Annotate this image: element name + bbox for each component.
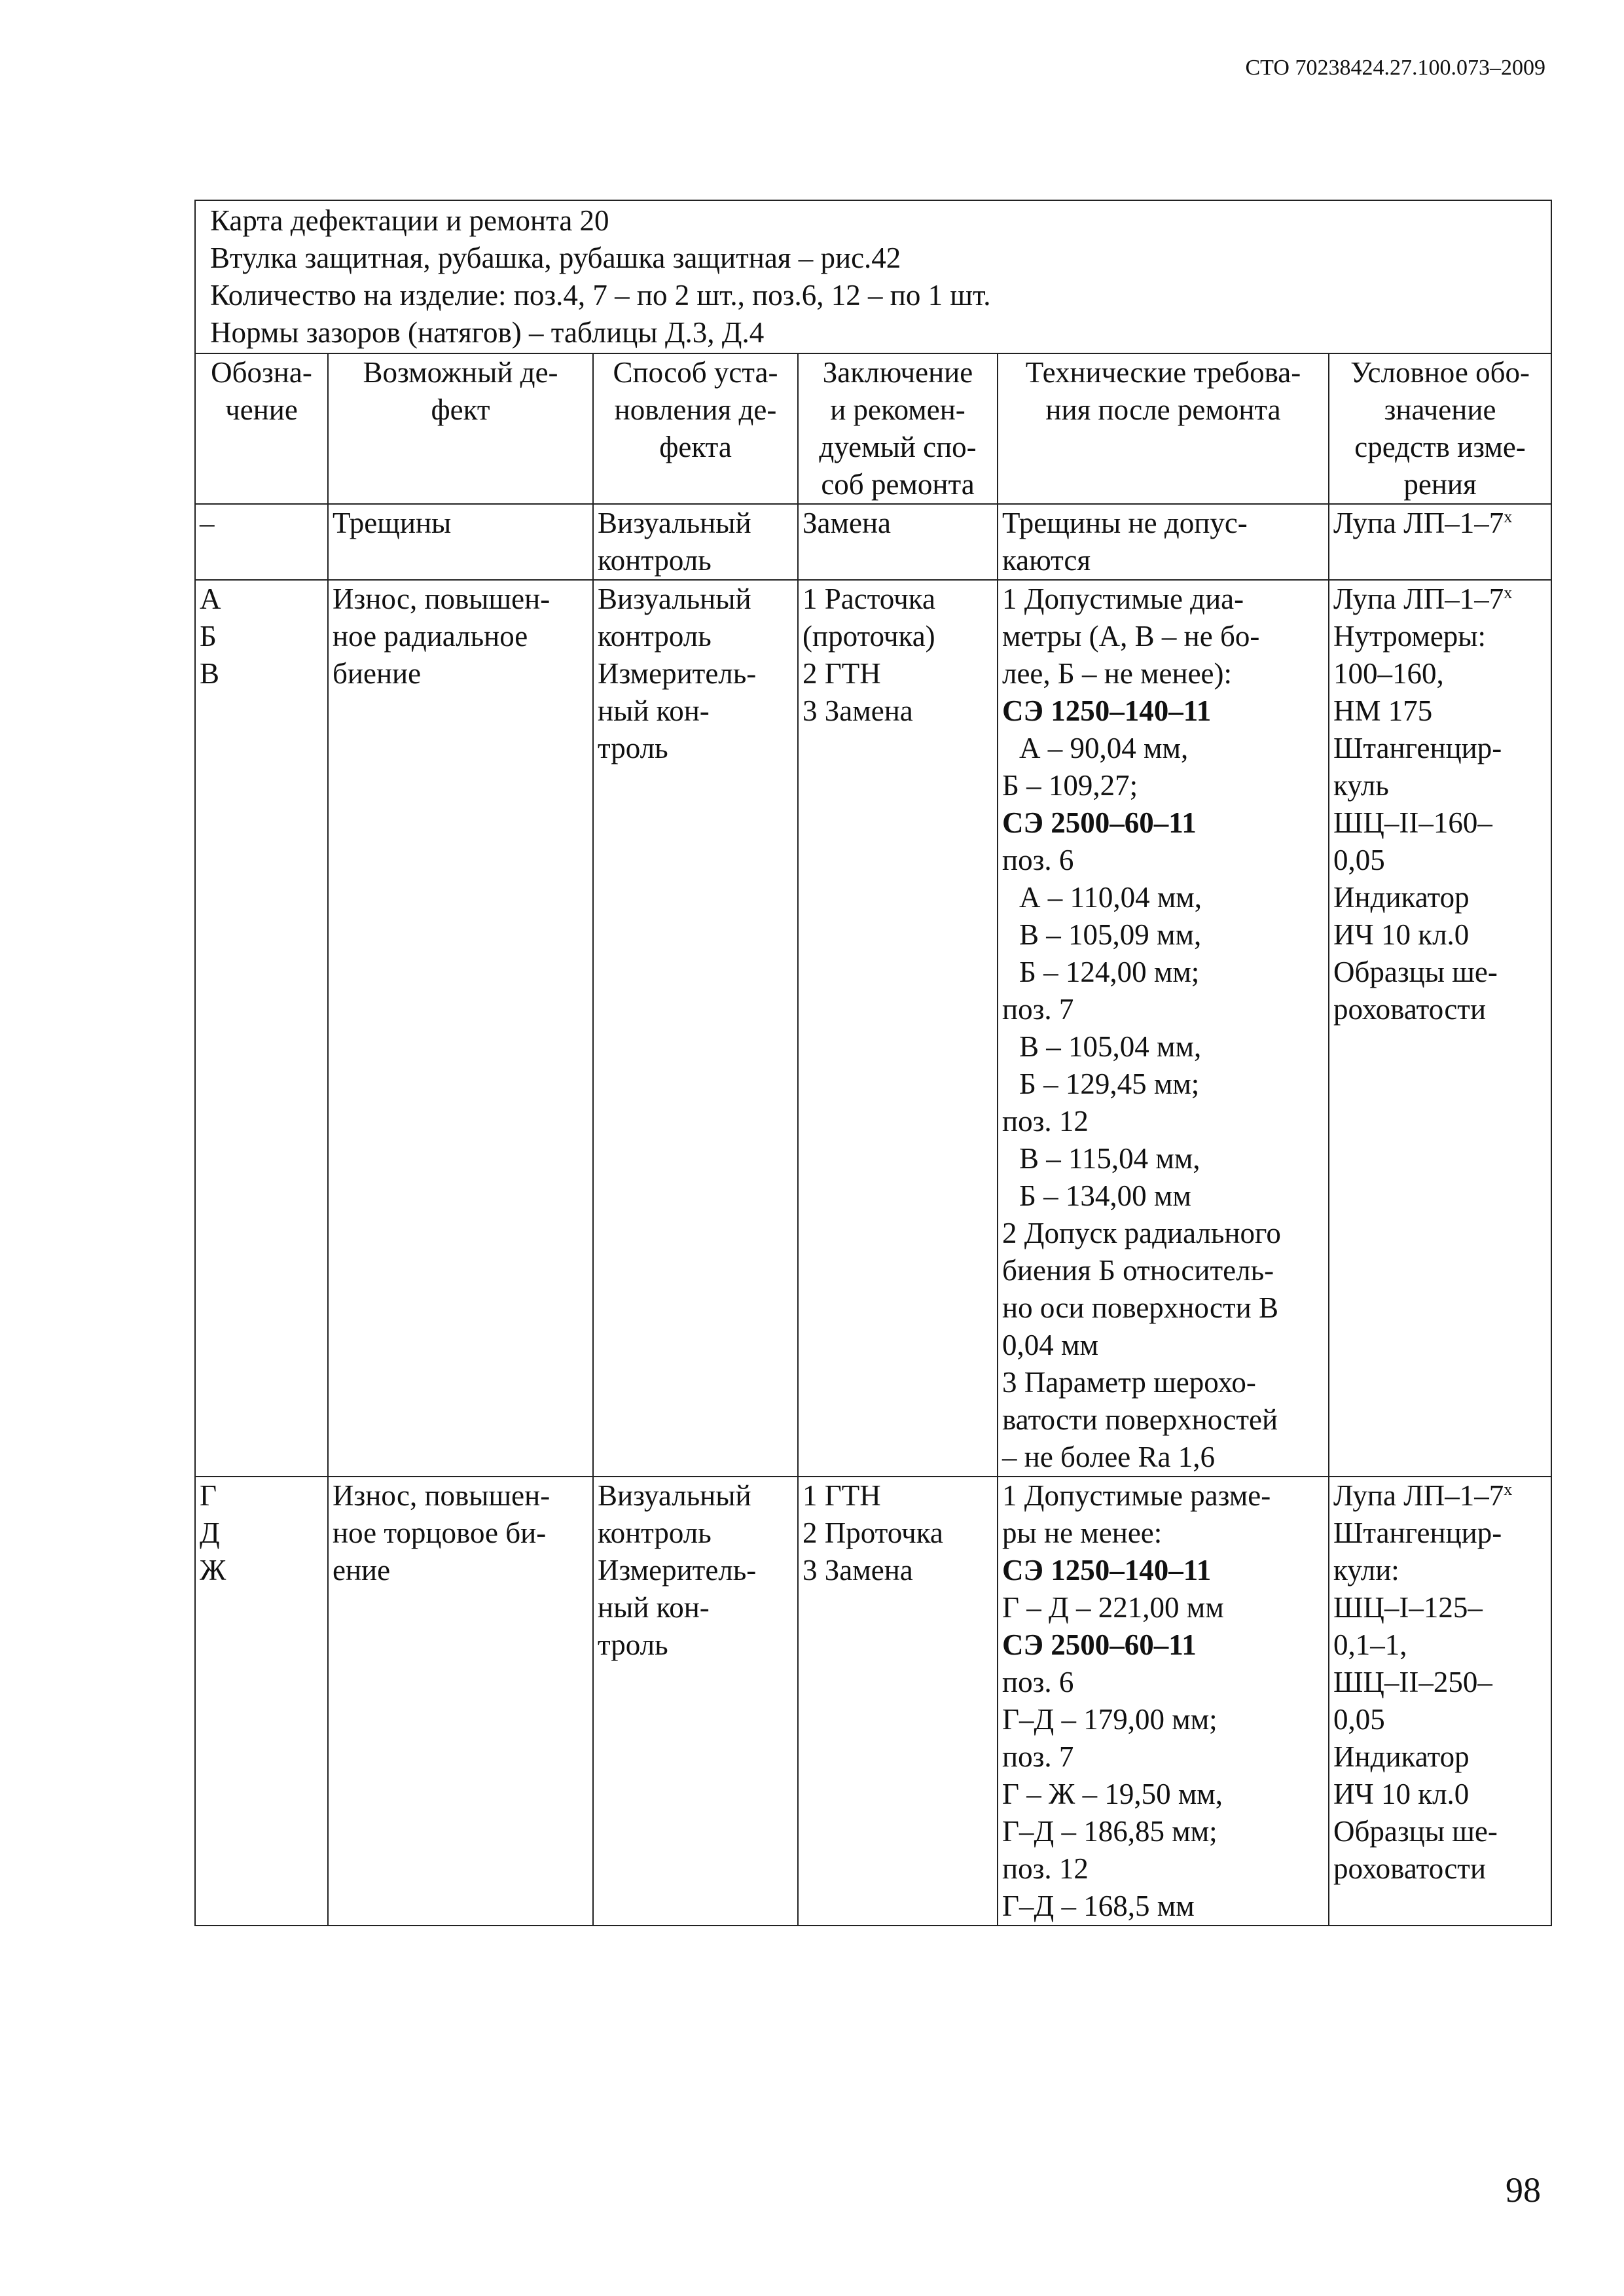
cell-line: метры (А, В – не бо- bbox=[1002, 620, 1260, 653]
cell-line: 3 Замена bbox=[803, 694, 913, 727]
requirements-cell bbox=[998, 504, 1329, 580]
cell-line: Образцы ше- bbox=[1333, 956, 1498, 988]
superscript-mark: х bbox=[1504, 1480, 1513, 1499]
cell-line: А – 110,04 мм, bbox=[1019, 881, 1202, 914]
cell-line: Измеритель- bbox=[598, 657, 757, 690]
cell-line: 0,05 bbox=[1333, 1703, 1385, 1736]
defect-cell bbox=[328, 580, 593, 1477]
cell-line: Д bbox=[200, 1516, 220, 1549]
cell-line: Штангенцир- bbox=[1333, 732, 1502, 764]
cell-line: 0,1–1, bbox=[1333, 1628, 1407, 1661]
tools-cell bbox=[1329, 1477, 1551, 1926]
header-detection-method: Способ уста- новления де- фекта bbox=[593, 353, 798, 504]
cell-line: Износ, повышен- bbox=[333, 583, 550, 615]
cell-line: Г–Д – 186,85 мм; bbox=[1002, 1815, 1218, 1848]
cell-line: Б – 129,45 мм; bbox=[1019, 1067, 1200, 1100]
cell-line: 1 Расточка bbox=[803, 583, 935, 615]
cell-line: Б – 134,00 мм bbox=[1019, 1179, 1191, 1212]
tools-cell bbox=[1329, 580, 1551, 1477]
cell-line: 1 Допустимые разме- bbox=[1002, 1479, 1271, 1512]
cell-line: 0,04 мм bbox=[1002, 1329, 1098, 1361]
cell-line: биения Б относитель- bbox=[1002, 1254, 1274, 1287]
cell-line: 1 Допустимые диа- bbox=[1002, 583, 1244, 615]
cell-line: Г – Д – 221,00 мм bbox=[1002, 1591, 1224, 1624]
cell-line: Штангенцир- bbox=[1333, 1516, 1502, 1549]
part-name: Втулка защитная, рубашка, рубашка защитная – рис.42 bbox=[210, 242, 901, 274]
cell-line: 100–160, bbox=[1333, 657, 1444, 690]
cell-line: Г bbox=[200, 1479, 217, 1512]
cell-line: Образцы ше- bbox=[1333, 1815, 1498, 1848]
designation-cell bbox=[195, 504, 328, 580]
cell-line: 0,05 bbox=[1333, 844, 1385, 876]
cell-line: Г–Д – 168,5 мм bbox=[1002, 1890, 1195, 1922]
header-designation: Обозна- чение bbox=[195, 353, 328, 504]
cell-line: контроль bbox=[598, 620, 712, 653]
cell-line: Г–Д – 179,00 мм; bbox=[1002, 1703, 1218, 1736]
defect-cell bbox=[328, 1477, 593, 1926]
clearance-norms-note: Нормы зазоров (натягов) – таблицы Д.3, Д.4 bbox=[210, 316, 765, 349]
method-cell bbox=[593, 1477, 798, 1926]
cell-line: Б bbox=[200, 620, 217, 653]
cell-line: Индикатор bbox=[1333, 881, 1470, 914]
cell-line: троль bbox=[598, 1628, 668, 1661]
card-info-row bbox=[195, 200, 1551, 353]
header-conclusion-repair: Заключение и рекомен- дуемый спо- соб ремонта bbox=[798, 353, 998, 504]
cell-line: – не более Ra 1,6 bbox=[1002, 1441, 1215, 1473]
cell-line: – bbox=[200, 507, 215, 539]
superscript-mark: х bbox=[1504, 507, 1513, 526]
superscript-mark: х bbox=[1504, 583, 1513, 602]
model-heading: СЭ 2500–60–11 bbox=[1002, 806, 1197, 839]
cell-line: 3 Замена bbox=[803, 1554, 913, 1587]
table-row bbox=[195, 1477, 1551, 1926]
cell-line: 1 ГТН bbox=[803, 1479, 881, 1512]
cell-line: Замена bbox=[803, 507, 892, 539]
cell-line: роховатости bbox=[1333, 1852, 1487, 1885]
cell-line: Б – 109,27; bbox=[1002, 769, 1138, 802]
header-measuring-tools: Условное обо- значение средств изме- рения bbox=[1329, 353, 1551, 504]
cell-line: Лупа $ЛП-1-7^х$ bbox=[1333, 1479, 1513, 1512]
cell-line: В – 105,04 мм, bbox=[1019, 1030, 1202, 1063]
requirements-cell bbox=[998, 580, 1329, 1477]
cell-line: контроль bbox=[598, 1516, 712, 1549]
cell-line: ный кон- bbox=[598, 1591, 710, 1624]
cell-line: ное торцовое би- bbox=[333, 1516, 547, 1549]
card-title: Карта дефектации и ремонта 20 bbox=[210, 204, 609, 237]
cell-line: 2 Проточка bbox=[803, 1516, 943, 1549]
cell-line: Визуальный bbox=[598, 583, 751, 615]
cell-line: 2 ГТН bbox=[803, 657, 881, 690]
cell-line: поз. 7 bbox=[1002, 1740, 1074, 1773]
model-heading: СЭ 1250–140–11 bbox=[1002, 1554, 1212, 1587]
cell-line: ватости поверхностей bbox=[1002, 1403, 1278, 1436]
cell-line: поз. 12 bbox=[1002, 1105, 1089, 1138]
cell-line: ШЦ–II–160– bbox=[1333, 806, 1492, 839]
cell-line: поз. 7 bbox=[1002, 993, 1074, 1026]
model-heading: СЭ 1250–140–11 bbox=[1002, 694, 1212, 727]
tools-cell bbox=[1329, 504, 1551, 580]
cell-line: ры не менее: bbox=[1002, 1516, 1163, 1549]
cell-line: Визуальный bbox=[598, 507, 751, 539]
defect-rows bbox=[195, 504, 1551, 1926]
table-row bbox=[195, 504, 1551, 580]
cell-line: контроль bbox=[598, 544, 712, 577]
cell-line: ИЧ 10 кл.0 bbox=[1333, 918, 1470, 951]
cell-line: Индикатор bbox=[1333, 1740, 1470, 1773]
method-cell bbox=[593, 580, 798, 1477]
cell-line: ШЦ–I–125– bbox=[1333, 1591, 1483, 1624]
cell-line: НМ 175 bbox=[1333, 694, 1433, 727]
page-number: 98 bbox=[1506, 2170, 1541, 2210]
cell-line: В – 105,09 мм, bbox=[1019, 918, 1202, 951]
cell-line: биение bbox=[333, 657, 422, 690]
cell-line: ШЦ–II–250– bbox=[1333, 1666, 1492, 1698]
cell-line: А – 90,04 мм, bbox=[1019, 732, 1189, 764]
cell-line: Трещины не допус- bbox=[1002, 507, 1248, 539]
cell-line: В – 115,04 мм, bbox=[1019, 1142, 1200, 1175]
header-possible-defect: Возможный де- фект bbox=[328, 353, 593, 504]
cell-line: Лупа $ЛП-1-7^х$ bbox=[1333, 583, 1513, 615]
designation-cell bbox=[195, 580, 328, 1477]
table-row bbox=[195, 580, 1551, 1477]
cell-line: Визуальный bbox=[598, 1479, 751, 1512]
cell-line: (проточка) bbox=[803, 620, 935, 653]
cell-line: 3 Параметр шерохо- bbox=[1002, 1366, 1256, 1399]
defect-cell bbox=[328, 504, 593, 580]
card-info-cell bbox=[195, 200, 1551, 353]
cell-line: но оси поверхности В bbox=[1002, 1291, 1278, 1324]
header-technical-requirements: Технические требова- ния после ремонта bbox=[998, 353, 1329, 504]
cell-line: 2 Допуск радиального bbox=[1002, 1217, 1281, 1249]
cell-line: Измеритель- bbox=[598, 1554, 757, 1587]
requirements-cell bbox=[998, 1477, 1329, 1926]
cell-line: В bbox=[200, 657, 220, 690]
cell-line: троль bbox=[598, 732, 668, 764]
cell-line: Ж bbox=[200, 1554, 226, 1587]
cell-line: Г – Ж – 19,50 мм, bbox=[1002, 1778, 1223, 1810]
designation-cell bbox=[195, 1477, 328, 1926]
cell-line: кули: bbox=[1333, 1554, 1399, 1587]
cell-line: Трещины bbox=[333, 507, 452, 539]
cell-line: поз. 6 bbox=[1002, 1666, 1074, 1698]
cell-line: ение bbox=[333, 1554, 391, 1587]
cell-line: поз. 12 bbox=[1002, 1852, 1089, 1885]
cell-line: А bbox=[200, 583, 221, 615]
cell-line: ное радиальное bbox=[333, 620, 528, 653]
repair-cell bbox=[798, 580, 998, 1477]
cell-line: каются bbox=[1002, 544, 1091, 577]
cell-line: Б – 124,00 мм; bbox=[1019, 956, 1200, 988]
method-cell bbox=[593, 504, 798, 580]
quantity-note: Количество на изделие: поз.4, 7 – по 2 шт., поз.6, 12 – по 1 шт. bbox=[210, 279, 991, 312]
cell-line: ИЧ 10 кл.0 bbox=[1333, 1778, 1470, 1810]
repair-cell bbox=[798, 504, 998, 580]
cell-line: Нутромеры: bbox=[1333, 620, 1487, 653]
cell-line: Лупа $ЛП-1-7^х$ bbox=[1333, 507, 1513, 539]
column-header-row bbox=[195, 353, 1551, 504]
cell-line: Износ, повышен- bbox=[333, 1479, 550, 1512]
model-heading: СЭ 2500–60–11 bbox=[1002, 1628, 1197, 1661]
document-code: СТО 70238424.27.100.073–2009 bbox=[1245, 56, 1545, 80]
cell-line: роховатости bbox=[1333, 993, 1487, 1026]
repair-cell bbox=[798, 1477, 998, 1926]
cell-line: ный кон- bbox=[598, 694, 710, 727]
defect-repair-card-table bbox=[194, 200, 1552, 1926]
cell-line: лее, Б – не менее): bbox=[1002, 657, 1233, 690]
cell-line: поз. 6 bbox=[1002, 844, 1074, 876]
cell-line: куль bbox=[1333, 769, 1389, 802]
